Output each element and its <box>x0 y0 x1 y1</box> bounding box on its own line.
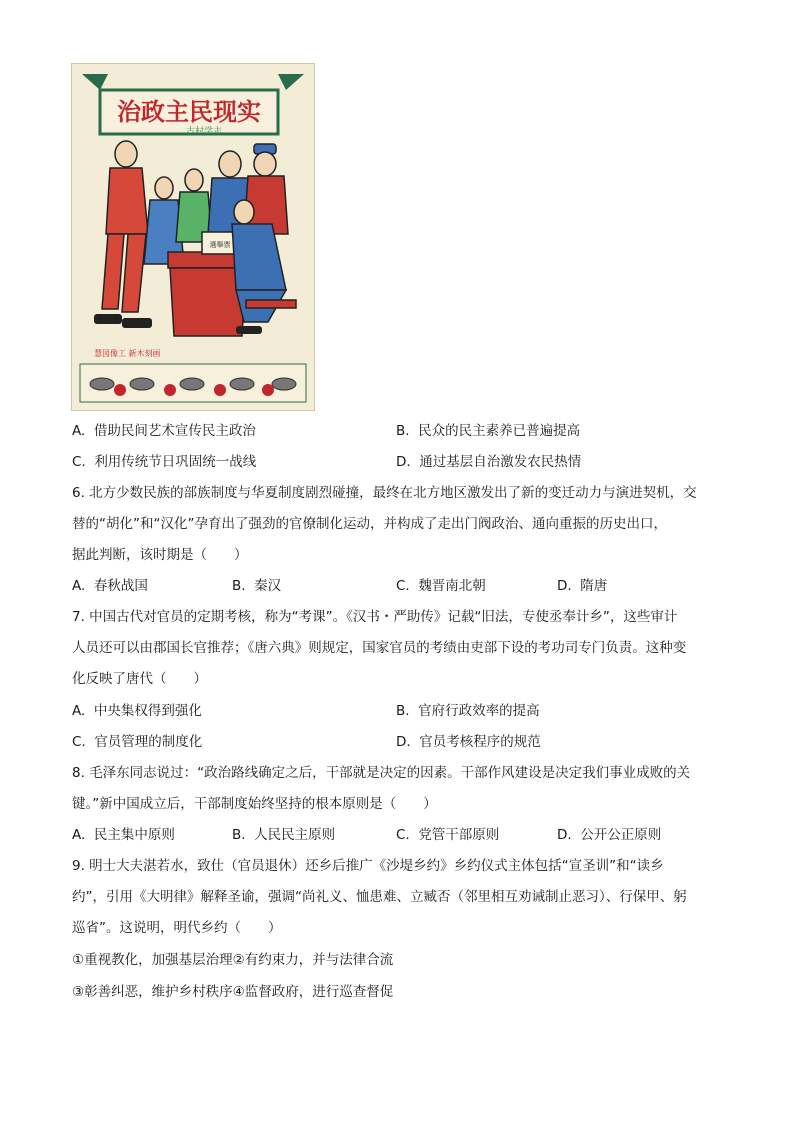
q9-statement-2: ③彰善纠恶，维护乡村秩序④监督政府，进行巡查督促 <box>72 984 394 1000</box>
q7-stem-line-3: 化反映了唐代（ ） <box>72 671 207 687</box>
poster-caption: 慧図像工 新木刻画 <box>94 349 161 358</box>
ballot-box-label: 選舉票 <box>209 241 231 249</box>
q7-option-c <box>72 732 202 752</box>
q8-option-b <box>232 825 335 845</box>
option-key: D. <box>557 827 572 843</box>
option-key: D. <box>557 578 572 594</box>
poster-illustration <box>72 64 314 410</box>
option-text: 利用传统节日巩固统一战线 <box>94 454 257 470</box>
option-text: 借助民间艺术宣传民主政治 <box>93 423 256 439</box>
q8-option-c <box>396 825 499 845</box>
option-key: C. <box>396 827 410 843</box>
q5-option-b <box>396 421 580 441</box>
q8-stem-line-2: 键。”新中国成立后，干部制度始终坚持的根本原则是（ ） <box>72 796 437 812</box>
option-text: 通过基层自治激发农民热情 <box>419 454 582 470</box>
q7-option-a <box>72 701 202 721</box>
option-key: C. <box>72 734 86 750</box>
q7-option-b <box>396 701 540 721</box>
option-key: A. <box>72 578 86 594</box>
option-text: 秦汉 <box>254 578 282 594</box>
q8-option-a <box>72 825 175 845</box>
option-text: 人民民主原则 <box>254 827 336 843</box>
q8-stem-line-1: 8. 毛泽东同志说过：“政治路线确定之后，干部就是决定的因素。干部作风建设是决定我们事业成败的关 <box>72 765 691 781</box>
poster-subtitle: 古村学志 <box>185 127 223 137</box>
option-key: A. <box>72 423 86 439</box>
q6-option-b <box>232 576 281 596</box>
option-key: B. <box>396 703 410 719</box>
option-text: 党管干部原则 <box>418 827 500 843</box>
q7-stem-line-2: 人员还可以由郡国长官推荐；《唐六典》则规定，国家官员的考绩由吏部下设的考功司专门负责。这种变 <box>72 640 687 656</box>
q6-option-a <box>72 576 148 596</box>
option-key: A. <box>72 703 86 719</box>
option-key: A. <box>72 827 86 843</box>
q9-stem-line-1: 9. 明士大夫湛若水，致仕（官员退休）还乡后推广《沙堤乡约》乡约仪式主体包括“宣圣训”和“读乡 <box>72 858 664 874</box>
option-text: 民主集中原则 <box>93 827 175 843</box>
option-text: 官府行政效率的提高 <box>418 703 540 719</box>
option-text: 隋唐 <box>580 578 608 594</box>
option-text: 中央集权得到强化 <box>93 703 202 719</box>
option-text: 公开公正原则 <box>580 827 662 843</box>
option-text: 魏晋南北朝 <box>418 578 486 594</box>
q8-option-d <box>557 825 661 845</box>
option-key: B. <box>232 578 246 594</box>
q6-option-d <box>557 576 607 596</box>
option-key: B. <box>232 827 246 843</box>
q5-option-c <box>72 452 256 472</box>
q6-stem-line-1: 6. 北方少数民族的部族制度与华夏制度剧烈碰撞，最终在北方地区激发出了新的变迁动力与演进契机，交 <box>72 485 697 501</box>
option-key: D. <box>396 734 411 750</box>
poster-title: 治政主民现实 <box>117 97 261 126</box>
q7-stem-line-1: 7. 中国古代对官员的定期考核，称为“考课”。《汉书・严助传》记载“旧法，专使丞奉计乡”，这些审计 <box>72 609 678 625</box>
q7-option-d <box>396 732 541 752</box>
q6-stem-line-3: 据此判断，该时期是（ ） <box>72 547 248 563</box>
option-text: 民众的民主素养已普遍提高 <box>418 423 581 439</box>
option-key: B. <box>396 423 410 439</box>
q6-stem-line-2: 替的“胡化”和“汉化”孕育出了强劲的官僚制化运动，并构成了走出门阀政治、通向重振的历史出口， <box>72 516 667 532</box>
option-key: D. <box>396 454 411 470</box>
q9-statement-1: ①重视教化，加强基层治理②有约束力，并与法律合流 <box>72 952 394 968</box>
option-text: 官员考核程序的规范 <box>419 734 541 750</box>
option-key: C. <box>72 454 86 470</box>
woodcut-poster-image <box>71 63 315 411</box>
q6-option-c <box>396 576 486 596</box>
option-key: C. <box>396 578 410 594</box>
option-text: 春秋战国 <box>93 578 148 594</box>
q5-option-d <box>396 452 581 472</box>
option-text: 官员管理的制度化 <box>94 734 203 750</box>
q5-option-a <box>72 421 256 441</box>
q9-stem-line-2: 约”，引用《大明律》解释圣谕，强调“尚礼义、恤患难、立臧否（邻里相互劝诫制止恶习）、行保甲、躬 <box>72 889 687 905</box>
q9-stem-line-3: 巡省”。这说明，明代乡约（ ） <box>72 920 282 936</box>
